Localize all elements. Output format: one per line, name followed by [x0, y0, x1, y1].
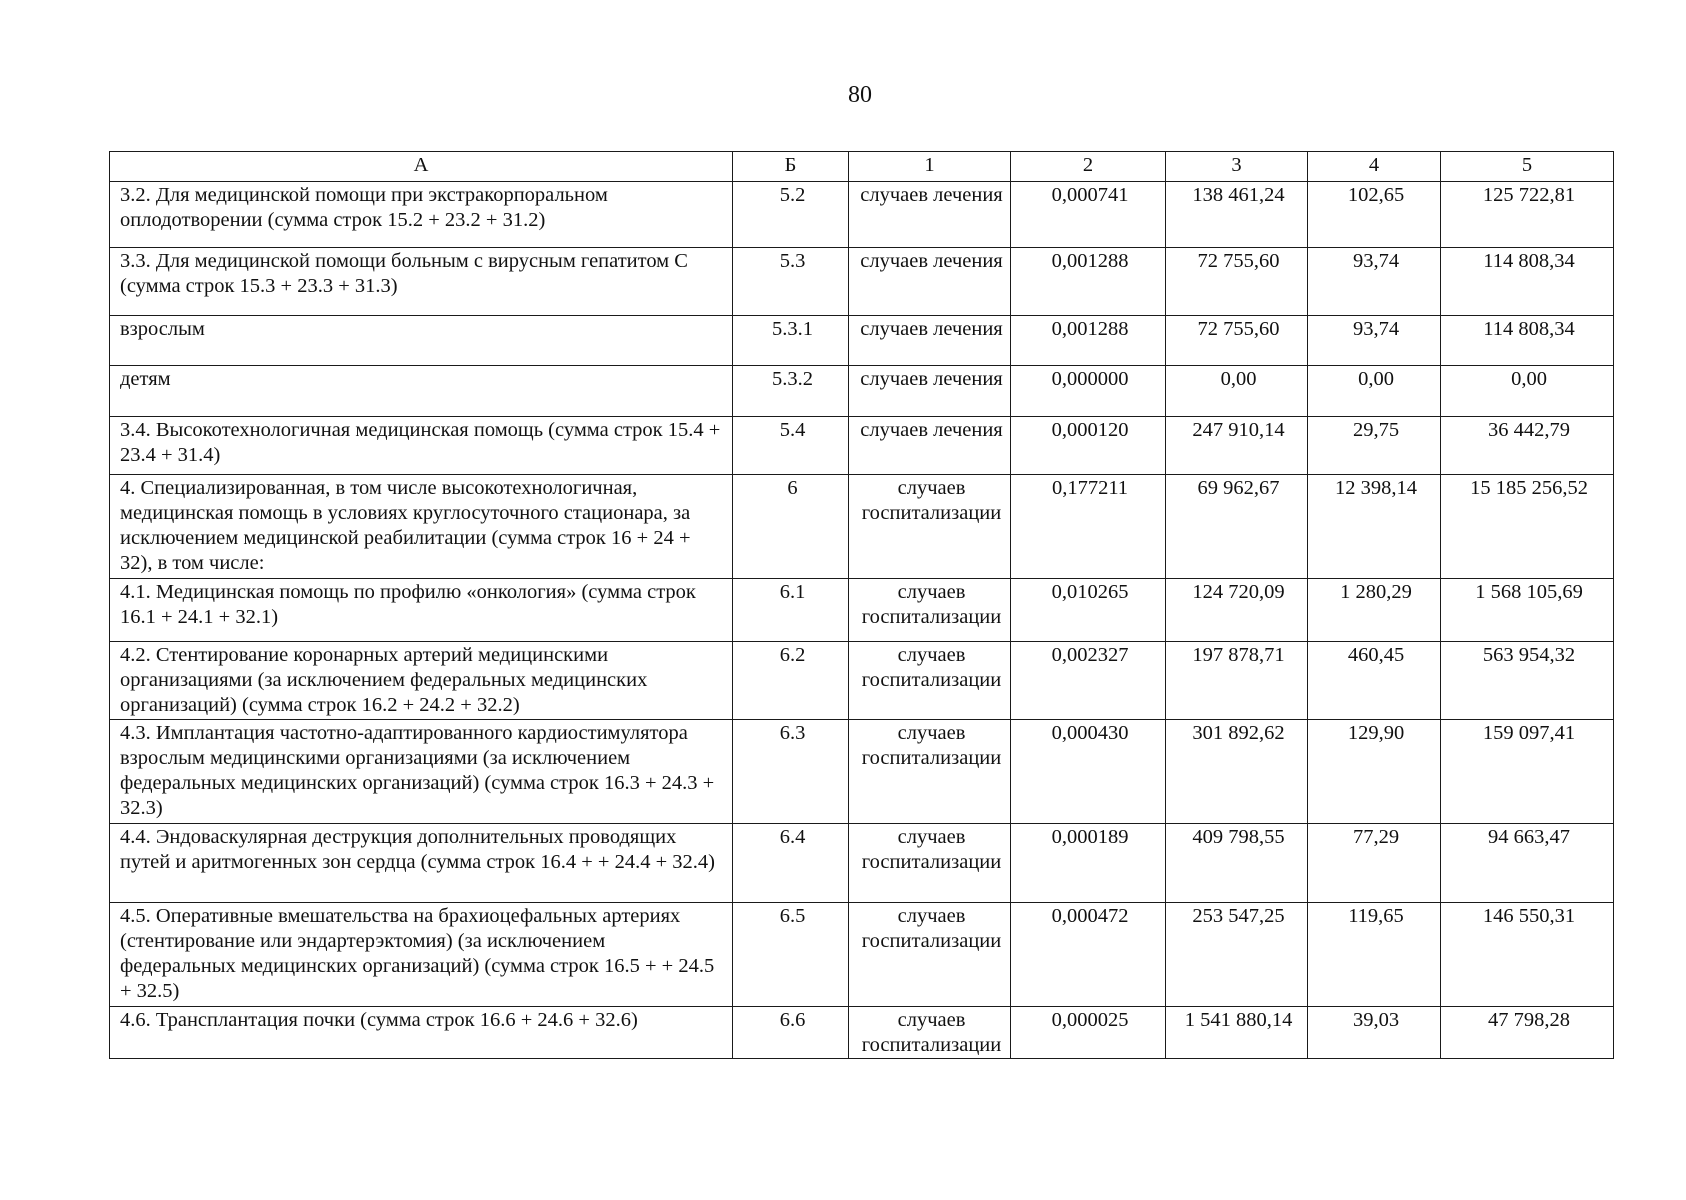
- row-code-cell: 6.6: [733, 1007, 849, 1059]
- row-code-cell: 6.5: [733, 903, 849, 1007]
- header-col-4: 4: [1308, 152, 1441, 182]
- row-code-cell: 6.3: [733, 720, 849, 824]
- row-name-cell: 4. Специализированная, в том числе высокотехнологичная, медицинская помощь в условиях круглосуточного стационара, за исключением медицинской реабилитации (сумма строк 16 + 24 + 32), в том числе:: [110, 475, 733, 579]
- table-row: [110, 316, 1614, 366]
- table-row: [110, 903, 1614, 1007]
- row-value-col5: 159 097,41: [1441, 720, 1614, 824]
- row-value-col5: 15 185 256,52: [1441, 475, 1614, 579]
- row-code-cell: 5.3: [733, 248, 849, 316]
- row-code-cell: 5.2: [733, 182, 849, 248]
- row-value-col4: 29,75: [1308, 417, 1441, 475]
- row-value-col2: 0,000189: [1011, 824, 1166, 903]
- row-value-col4: 102,65: [1308, 182, 1441, 248]
- page-number: 80: [848, 82, 872, 108]
- row-value-col2: 0,000741: [1011, 182, 1166, 248]
- row-name-cell: 4.4. Эндоваскулярная деструкция дополнительных проводящих путей и аритмогенных зон сердца (сумма строк 16.4 + + 24.4 + 32.4): [110, 824, 733, 903]
- row-code-cell: 6.4: [733, 824, 849, 903]
- row-value-col3: 197 878,71: [1166, 642, 1308, 720]
- row-value-col2: 0,000025: [1011, 1007, 1166, 1059]
- row-code-cell: 6: [733, 475, 849, 579]
- row-unit-cell: случаев госпитализации: [849, 824, 1011, 903]
- row-unit-cell: случаев лечения: [849, 248, 1011, 316]
- row-name-cell: детям: [110, 366, 733, 417]
- row-value-col4: 460,45: [1308, 642, 1441, 720]
- row-unit-cell: случаев госпитализации: [849, 475, 1011, 579]
- row-code-cell: 5.3.1: [733, 316, 849, 366]
- row-code-cell: 5.3.2: [733, 366, 849, 417]
- row-value-col3: 0,00: [1166, 366, 1308, 417]
- table-row: [110, 1007, 1614, 1059]
- row-value-col5: 114 808,34: [1441, 248, 1614, 316]
- row-value-col4: 119,65: [1308, 903, 1441, 1007]
- row-value-col3: 69 962,67: [1166, 475, 1308, 579]
- row-value-col3: 409 798,55: [1166, 824, 1308, 903]
- row-value-col3: 72 755,60: [1166, 248, 1308, 316]
- row-value-col3: 72 755,60: [1166, 316, 1308, 366]
- row-value-col2: 0,000000: [1011, 366, 1166, 417]
- row-name-cell: 4.5. Оперативные вмешательства на брахиоцефальных артериях (стентирование или эндартерэктомия) (за исключением федеральных медицинских организаций) (сумма строк 16.5 + + 24.5 + 32.5): [110, 903, 733, 1007]
- row-value-col2: 0,177211: [1011, 475, 1166, 579]
- row-unit-cell: случаев лечения: [849, 366, 1011, 417]
- row-name-cell: взрослым: [110, 316, 733, 366]
- row-value-col2: 0,000472: [1011, 903, 1166, 1007]
- row-code-cell: 6.2: [733, 642, 849, 720]
- row-unit-cell: случаев госпитализации: [849, 579, 1011, 642]
- table-body: [110, 182, 1614, 1059]
- row-name-cell: 4.1. Медицинская помощь по профилю «онкология» (сумма строк 16.1 + 24.1 + 32.1): [110, 579, 733, 642]
- row-value-col5: 125 722,81: [1441, 182, 1614, 248]
- row-value-col5: 0,00: [1441, 366, 1614, 417]
- header-col-5: 5: [1441, 152, 1614, 182]
- row-value-col4: 93,74: [1308, 248, 1441, 316]
- row-name-cell: 4.2. Стентирование коронарных артерий медицинскими организациями (за исключением федеральных медицинских организаций) (сумма строк 16.2 + 24.2 + 32.2): [110, 642, 733, 720]
- row-unit-cell: случаев госпитализации: [849, 903, 1011, 1007]
- row-value-col4: 93,74: [1308, 316, 1441, 366]
- row-value-col3: 253 547,25: [1166, 903, 1308, 1007]
- row-value-col2: 0,001288: [1011, 316, 1166, 366]
- table-row: [110, 720, 1614, 824]
- row-unit-cell: случаев госпитализации: [849, 720, 1011, 824]
- header-col-1: 1: [849, 152, 1011, 182]
- row-unit-cell: случаев лечения: [849, 182, 1011, 248]
- row-value-col5: 94 663,47: [1441, 824, 1614, 903]
- row-name-cell: 3.2. Для медицинской помощи при экстракорпоральном оплодотворении (сумма строк 15.2 + 23.2 + 31.2): [110, 182, 733, 248]
- row-value-col4: 12 398,14: [1308, 475, 1441, 579]
- row-value-col3: 1 541 880,14: [1166, 1007, 1308, 1059]
- table-row: [110, 182, 1614, 248]
- row-value-col3: 247 910,14: [1166, 417, 1308, 475]
- row-value-col4: 0,00: [1308, 366, 1441, 417]
- row-value-col3: 301 892,62: [1166, 720, 1308, 824]
- row-unit-cell: случаев госпитализации: [849, 1007, 1011, 1059]
- row-value-col4: 129,90: [1308, 720, 1441, 824]
- row-value-col5: 563 954,32: [1441, 642, 1614, 720]
- row-value-col5: 114 808,34: [1441, 316, 1614, 366]
- row-value-col5: 1 568 105,69: [1441, 579, 1614, 642]
- table-row: [110, 579, 1614, 642]
- row-value-col2: 0,010265: [1011, 579, 1166, 642]
- row-unit-cell: случаев лечения: [849, 417, 1011, 475]
- row-name-cell: 4.6. Трансплантация почки (сумма строк 16.6 + 24.6 + 32.6): [110, 1007, 733, 1059]
- header-row: [110, 152, 1614, 182]
- header-col-b: Б: [733, 152, 849, 182]
- header-col-3: 3: [1166, 152, 1308, 182]
- row-value-col2: 0,000120: [1011, 417, 1166, 475]
- row-value-col3: 138 461,24: [1166, 182, 1308, 248]
- table-row: [110, 248, 1614, 316]
- row-value-col2: 0,002327: [1011, 642, 1166, 720]
- row-name-cell: 3.4. Высокотехнологичная медицинская помощь (сумма строк 15.4 + 23.4 + 31.4): [110, 417, 733, 475]
- row-name-cell: 3.3. Для медицинской помощи больным с вирусным гепатитом С (сумма строк 15.3 + 23.3 + 31.3): [110, 248, 733, 316]
- row-value-col4: 39,03: [1308, 1007, 1441, 1059]
- header-col-2: 2: [1011, 152, 1166, 182]
- header-col-a: А: [110, 152, 733, 182]
- table-row: [110, 642, 1614, 720]
- row-unit-cell: случаев госпитализации: [849, 642, 1011, 720]
- table-row: [110, 366, 1614, 417]
- data-table: [109, 151, 1614, 1059]
- row-name-cell: 4.3. Имплантация частотно-адаптированного кардиостимулятора взрослым медицинскими организациями (за исключением федеральных медицинских организаций) (сумма строк 16.3 + 24.3 + 32.3): [110, 720, 733, 824]
- row-value-col5: 36 442,79: [1441, 417, 1614, 475]
- row-unit-cell: случаев лечения: [849, 316, 1011, 366]
- row-code-cell: 6.1: [733, 579, 849, 642]
- row-value-col4: 1 280,29: [1308, 579, 1441, 642]
- table-row: [110, 475, 1614, 579]
- row-value-col5: 47 798,28: [1441, 1007, 1614, 1059]
- row-value-col2: 0,000430: [1011, 720, 1166, 824]
- row-code-cell: 5.4: [733, 417, 849, 475]
- table-row: [110, 824, 1614, 903]
- row-value-col5: 146 550,31: [1441, 903, 1614, 1007]
- row-value-col4: 77,29: [1308, 824, 1441, 903]
- table-row: [110, 417, 1614, 475]
- row-value-col3: 124 720,09: [1166, 579, 1308, 642]
- row-value-col2: 0,001288: [1011, 248, 1166, 316]
